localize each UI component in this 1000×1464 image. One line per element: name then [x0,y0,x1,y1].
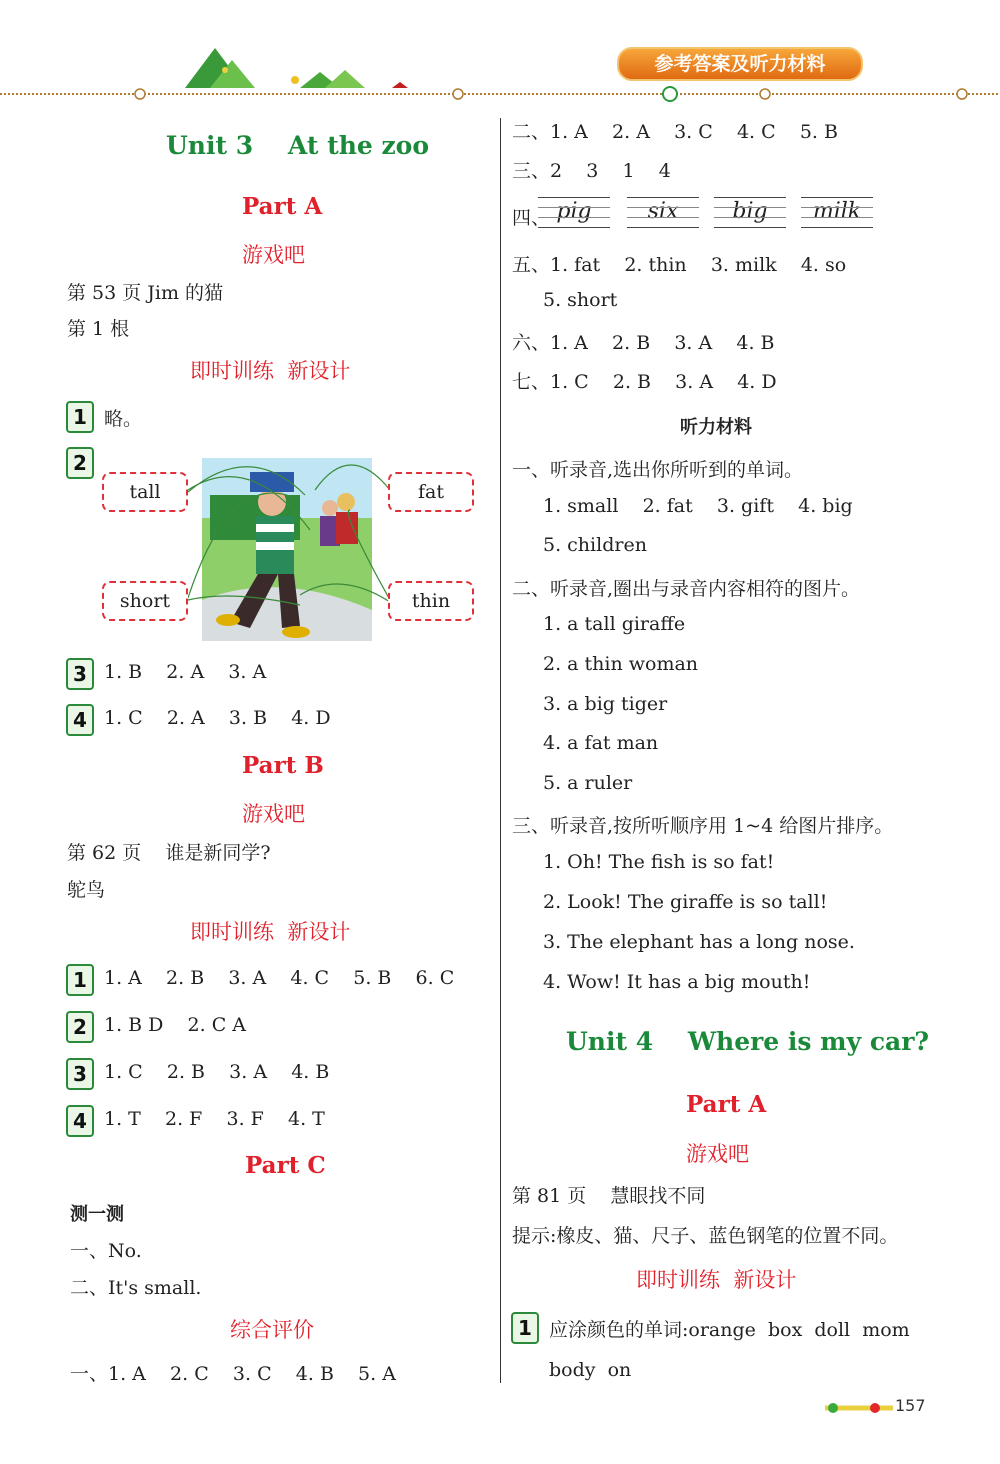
partB-title: Part B [242,752,324,779]
partA-game-title: 游戏吧 [242,243,305,267]
listening-3-line-3: 3. The elephant has a long nose. [543,931,855,953]
handwriting-word-pig: pig [538,197,610,227]
question-number-2: 2 [66,1011,94,1043]
handwriting-word-big: big [714,197,786,227]
question-number-1: 1 [66,401,94,433]
partA-game-line-1: 第 53 页 Jim 的猫 [67,282,224,304]
question-number-3: 3 [66,658,94,690]
answer-six: 六、1. A 2. B 3. A 4. B [512,332,775,354]
question-number-2: 2 [66,447,94,479]
word-tag-fat: fat [388,472,474,512]
handwriting-word-milk: milk [801,197,873,227]
partB-q3-answer: 1. C 2. B 3. A 4. B [104,1061,330,1083]
page-number: 157 [895,1396,926,1415]
partA-training-title: 即时训练 新设计 [190,359,351,383]
listening-2-line-1: 1. a tall giraffe [543,613,686,635]
partB-q1-answer: 1. A 2. B 3. A 4. C 5. B 6. C [104,967,455,989]
partA-title: Part A [242,193,323,220]
listening-2-line-2: 2. a thin woman [543,653,699,675]
listening-2-line-5: 5. a ruler [543,772,633,794]
answer-four-label: 四、 [512,207,551,229]
question-number-4: 4 [66,1105,94,1137]
listening-2-line-3: 3. a big tiger [543,693,668,715]
partB-game-line-1: 第 62 页 谁是新同学? [67,842,271,864]
listening-title: 听力材料 [680,417,752,438]
comprehensive-title: 综合评价 [230,1318,314,1342]
partA-q3-answer: 1. B 2. A 3. A [104,661,267,683]
answer-three: 三、2 3 1 4 [512,160,671,182]
unit4-training-title: 即时训练 新设计 [636,1268,797,1292]
partC-test-label: 测一测 [70,1204,124,1225]
header-badge: 参考答案及听力材料 [617,47,863,81]
handwriting-word-six: six [627,197,699,227]
partA-game-line-2: 第 1 根 [67,318,130,340]
word-tag-thin: thin [388,581,474,621]
footer-dots [825,1400,893,1416]
listening-3-line-4: 4. Wow! It has a big mouth! [543,971,811,993]
partB-q4-answer: 1. T 2. F 3. F 4. T [104,1108,325,1130]
answer-five-line-2: 5. short [543,289,618,311]
column-divider [500,118,501,1383]
partB-game-line-2: 鸵鸟 [67,879,106,901]
word-tag-short: short [102,581,188,621]
partC-line-1: 一、No. [70,1240,142,1262]
listening-3-line-2: 2. Look! The giraffe is so tall! [543,891,828,913]
comprehensive-line: 一、1. A 2. C 3. C 4. B 5. A [70,1363,396,1385]
answer-two: 二、1. A 2. A 3. C 4. C 5. B [512,121,838,143]
listening-1-head: 一、听录音,选出你所听到的单词。 [512,459,804,481]
unit4-partA-title: Part A [686,1091,767,1118]
listening-2-head: 二、听录音,圈出与录音内容相符的图片。 [512,578,861,600]
unit3-title: Unit 3 At the zoo [166,131,430,160]
unit4-q1-line-2: body on [549,1359,632,1381]
unit4-title: Unit 4 Where is my car? [566,1027,930,1056]
question-number-4: 4 [66,704,94,736]
question-number-1: 1 [511,1312,539,1344]
unit4-game-line-2: 提示:橡皮、猫、尺子、蓝色钢笔的位置不同。 [512,1225,899,1247]
partA-q1-answer: 略。 [104,408,143,430]
unit4-partA-game-title: 游戏吧 [686,1142,749,1166]
partB-game-title: 游戏吧 [242,802,305,826]
listening-3-head: 三、听录音,按所听顺序用 1~4 给图片排序。 [512,815,894,837]
listening-2-line-4: 4. a fat man [543,732,659,754]
question-number-1: 1 [66,964,94,996]
listening-3-line-1: 1. Oh! The fish is so fat! [543,851,775,873]
unit4-game-line-1: 第 81 页 慧眼找不同 [512,1185,706,1207]
listening-1-line-2: 5. children [543,534,647,556]
answer-five-line-1: 五、1. fat 2. thin 3. milk 4. so [512,254,847,276]
word-tag-tall: tall [102,472,188,512]
partB-q2-answer: 1. B D 2. C A [104,1014,247,1036]
partC-title: Part C [245,1152,326,1179]
question-number-3: 3 [66,1058,94,1090]
partC-line-2: 二、It's small. [70,1277,202,1299]
listening-1-line-1: 1. small 2. fat 3. gift 4. big [543,495,853,517]
partA-q4-answer: 1. C 2. A 3. B 4. D [104,707,331,729]
partB-training-title: 即时训练 新设计 [190,920,351,944]
unit4-q1-line-1: 应涂颜色的单词:orange box doll mom [549,1319,910,1341]
answer-seven: 七、1. C 2. B 3. A 4. D [512,371,777,393]
